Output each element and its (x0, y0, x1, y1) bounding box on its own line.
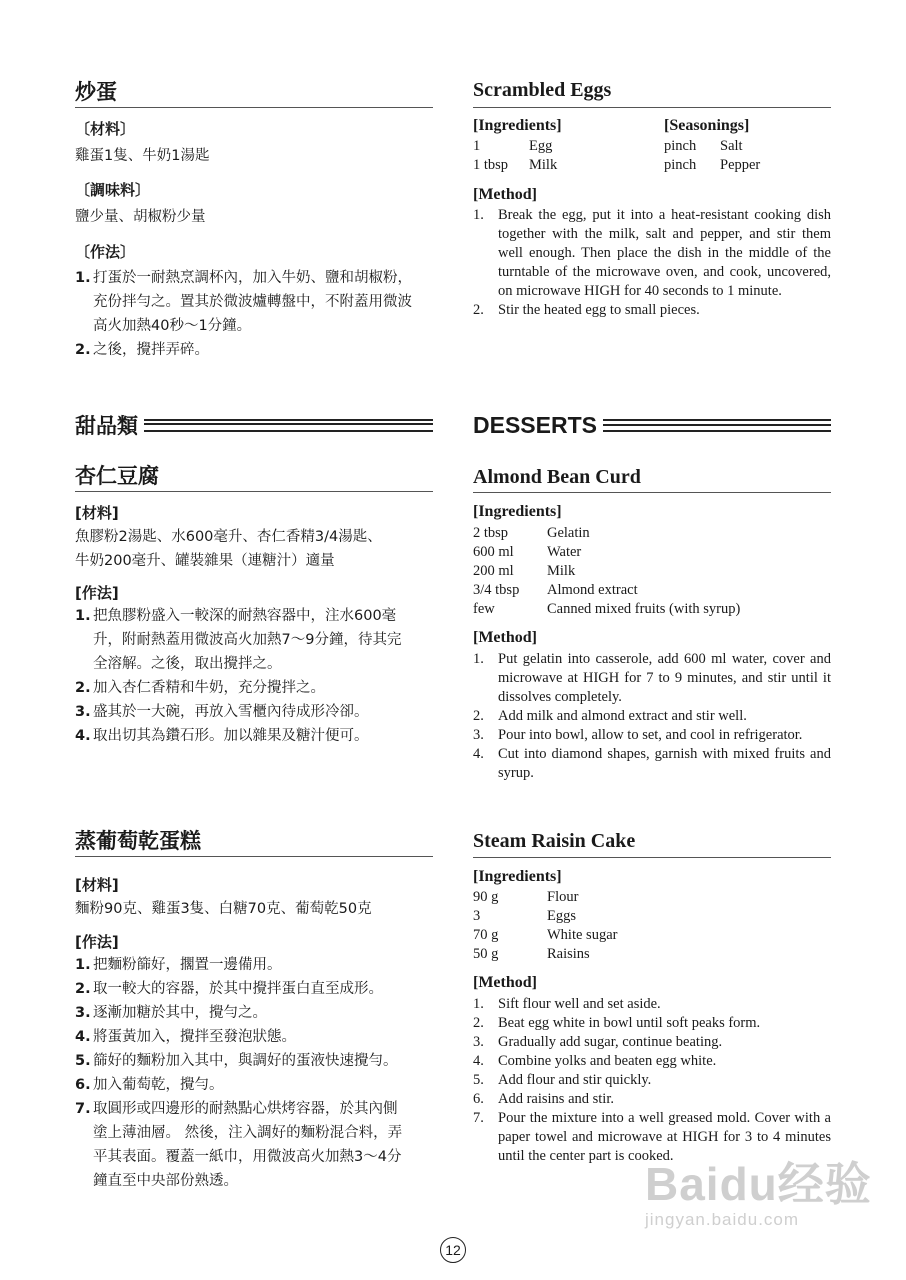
ingredient-row (473, 945, 617, 964)
method-label-en: [Method] (473, 186, 537, 203)
step-number: 4. (473, 746, 484, 762)
seasonings-label-en: [Seasonings] (664, 117, 750, 134)
step-number: 3. (473, 727, 484, 743)
step-number: 2. (473, 1015, 484, 1031)
step-number: 2. (473, 302, 484, 318)
ingredient-row (473, 524, 740, 543)
title-rule (473, 857, 831, 858)
step-number: 2. (75, 981, 91, 997)
ingredient-row (473, 562, 740, 581)
method-step (473, 301, 831, 320)
step-number: 5. (473, 1072, 484, 1088)
ingredient-row (473, 543, 740, 562)
ingredient-item: Water (547, 544, 582, 560)
ingredients-text-zh: 雞蛋1隻、牛奶1湯匙 (75, 148, 210, 164)
ingredient-qty: few (473, 601, 495, 617)
recipe-title-eggs-en: Scrambled Eggs (473, 79, 612, 101)
step-text: Stir the heated egg to small pieces. (498, 302, 700, 318)
title-rule (473, 492, 831, 493)
ingredient-row (473, 137, 557, 156)
ingredient-qty: 3 (473, 908, 481, 924)
step-number: 7. (75, 1101, 91, 1117)
step-text: Add flour and stir quickly. (498, 1072, 652, 1088)
step-line: 鐘直至中央部份熟透。 (93, 1173, 238, 1189)
ingredients-label-zh: 〔材料〕 (75, 120, 136, 138)
step-line: 加入葡萄乾，攪勻。 (93, 1077, 224, 1093)
step-text: Beat egg white in bowl until soft peaks form. (498, 1015, 761, 1031)
seasoning-item: Salt (720, 138, 743, 154)
seasoning-qty: pinch (664, 138, 697, 154)
watermark (645, 1148, 872, 1230)
recipe-title-cake-zh: 蒸葡萄乾蛋糕 (75, 829, 201, 853)
method-label-en: [Method] (473, 974, 537, 991)
step-number: 2. (75, 342, 91, 358)
step-line: 全溶解。之後，取出攪拌之。 (93, 656, 282, 672)
ingredients-label-en: [Ingredients] (473, 868, 562, 885)
ingredient-item: Milk (547, 563, 576, 579)
step-number: 3. (473, 1034, 484, 1050)
step-text: Put gelatin into casserole, add 600 ml water, cover and microwave at HIGH for 7 to 9 minutes, and stir until it dissolves completely. (498, 651, 831, 705)
step-text: Pour the mixture into a well greased mold. Cover with a paper towel and microwave at HIGH for 3 to 4 minutes until the center part is cooked. (498, 1110, 831, 1164)
step-line: 逐漸加糖於其中，攪勻之。 (93, 1005, 267, 1021)
step-number: 4. (75, 1029, 91, 1045)
ingredient-item: Egg (529, 138, 553, 154)
ingredient-row (473, 926, 617, 945)
recipe-title-cake-en: Steam Raisin Cake (473, 830, 636, 852)
step-text: Combine yolks and beaten egg white. (498, 1053, 717, 1069)
method-label-zh: [作法] (75, 584, 119, 602)
step-line: 平其表面。覆蓋一紙巾，用微波高火加熱3～4分 (93, 1149, 402, 1165)
step-number: 3. (75, 704, 91, 720)
step-line: 塗上薄油層。 然後，注入調好的麵粉混合料，弄 (93, 1125, 403, 1141)
ingredient-item: Milk (529, 157, 558, 173)
ingredient-qty: 1 (473, 138, 481, 154)
step-text: Add milk and almond extract and stir well. (498, 708, 747, 724)
ingredient-item: White sugar (547, 927, 618, 943)
step-number: 4. (75, 728, 91, 744)
seasoning-item: Pepper (720, 157, 761, 173)
step-number: 7. (473, 1110, 484, 1126)
step-line: 之後，攪拌弄碎。 (93, 342, 209, 358)
method-step (473, 1071, 831, 1090)
title-rule (473, 107, 831, 108)
ingredient-item: Canned mixed fruits (with syrup) (547, 601, 741, 617)
step-number: 4. (473, 1053, 484, 1069)
title-rule (75, 856, 433, 857)
ingredient-row (473, 907, 617, 926)
ingredients-list-en (473, 888, 617, 964)
ingredient-qty: 50 g (473, 946, 499, 962)
ingredient-qty: 70 g (473, 927, 499, 943)
ingredient-qty: 600 ml (473, 544, 514, 560)
watermark-url: jingyan.baidu.com (645, 1210, 800, 1229)
step-line: 取出切其為鑽石形。加以雜果及糖汁便可。 (93, 728, 369, 744)
step-line: 充份拌勻之。置其於微波爐轉盤中，不附蓋用微波 (93, 294, 412, 310)
seasoning-qty: pinch (664, 157, 697, 173)
ingredient-qty: 3/4 tbsp (473, 582, 520, 598)
method-step (473, 650, 831, 707)
recipe-title-almond-en: Almond Bean Curd (473, 466, 641, 488)
ingredients-list-en (473, 137, 557, 175)
ingredient-qty: 90 g (473, 889, 499, 905)
step-line: 篩好的麵粉加入其中，與調好的蛋液快速攪勻。 (93, 1053, 398, 1069)
ingredient-row (473, 156, 557, 175)
step-number: 1. (473, 207, 484, 223)
section-heading-desserts-zh (75, 410, 433, 440)
ingredients-line: 魚膠粉2湯匙、水600毫升、杏仁香精3/4湯匙、 (75, 529, 382, 545)
ingredients-text-zh: 麵粉90克、雞蛋3隻、白糖70克、葡萄乾50克 (75, 901, 372, 917)
method-label-zh: [作法] (75, 933, 119, 951)
ingredients-label-zh: [材料] (75, 504, 119, 522)
ingredient-qty: 1 tbsp (473, 157, 509, 173)
ingredient-item: Almond extract (547, 582, 638, 598)
step-line: 升，附耐熱蓋用微波高火加熱7～9分鐘，待其完 (93, 632, 402, 648)
method-step (473, 707, 831, 726)
step-text: Cut into diamond shapes, garnish with mixed fruits and syrup. (498, 746, 831, 781)
heading-triple-rule (144, 419, 433, 432)
method-step (473, 745, 831, 783)
section-heading-label: 甜品類 (75, 414, 138, 438)
section-heading-desserts-en (473, 412, 831, 439)
step-number: 1. (75, 608, 91, 624)
step-number: 1. (75, 957, 91, 973)
step-number: 1. (75, 270, 91, 286)
ingredient-row (473, 600, 740, 619)
step-text: Add raisins and stir. (498, 1091, 614, 1107)
step-line: 打蛋於一耐熱烹調杯內，加入牛奶、鹽和胡椒粉， (93, 270, 412, 286)
step-line: 取圓形或四邊形的耐熱點心烘烤容器，於其內側 (93, 1101, 398, 1117)
step-number: 6. (473, 1091, 484, 1107)
method-step (473, 1033, 831, 1052)
method-step (473, 206, 831, 301)
ingredients-label-en: [Ingredients] (473, 503, 562, 520)
ingredients-list-en (473, 524, 740, 619)
ingredients-line: 牛奶200毫升、罐裝雜果（連糖汁）適量 (75, 553, 335, 569)
method-label-zh: 〔作法〕 (75, 243, 136, 261)
seasonings-list-en (664, 137, 760, 175)
step-number: 2. (473, 708, 484, 724)
title-rule (75, 107, 433, 108)
watermark-brand: Baidu经验 (645, 1158, 872, 1210)
step-number: 3. (75, 1005, 91, 1021)
ingredient-item: Gelatin (547, 525, 590, 541)
step-line: 盛其於一大碗，再放入雪櫃內待成形冷卻。 (93, 704, 369, 720)
step-number: 1. (473, 996, 484, 1012)
method-step (473, 995, 831, 1014)
ingredients-label-zh: [材料] (75, 876, 119, 894)
section-heading-label: DESSERTS (473, 412, 597, 438)
ingredient-item: Raisins (547, 946, 590, 962)
method-step (473, 726, 831, 745)
title-rule (75, 491, 433, 492)
seasoning-row (664, 137, 760, 156)
ingredient-item: Eggs (547, 908, 576, 924)
ingredients-label-en: [Ingredients] (473, 117, 562, 134)
method-steps (75, 604, 401, 748)
step-line: 把麵粉篩好，擱置一邊備用。 (93, 957, 282, 973)
heading-triple-rule (603, 419, 831, 432)
step-line: 高火加熱40秒～1分鐘。 (93, 318, 252, 334)
step-number: 1. (473, 651, 484, 667)
ingredient-qty: 2 tbsp (473, 525, 509, 541)
ingredient-qty: 200 ml (473, 563, 514, 579)
seasonings-label-zh: 〔調味料〕 (75, 181, 151, 199)
step-number: 2. (75, 680, 91, 696)
step-text: Break the egg, put it into a heat-resistant cooking dish together with the milk, salt and pepper, and stir them well enough. Then place the dish in the middle of the turntable of the microwave oven, and cook, uncovered, on microwave HIGH for 40 seconds to 1 minute. (498, 207, 831, 299)
method-step (473, 1052, 831, 1071)
step-line: 取一較大的容器，於其中攪拌蛋白直至成形。 (93, 981, 383, 997)
step-line: 將蛋黃加入，攪拌至發泡狀態。 (93, 1029, 296, 1045)
page-number: 12 (440, 1237, 466, 1263)
step-line: 把魚膠粉盛入一較深的耐熱容器中，注水600毫 (93, 608, 397, 624)
method-steps (75, 953, 402, 1193)
seasonings-text-zh: 鹽少量、胡椒粉少量 (75, 209, 206, 225)
ingredient-row (473, 888, 617, 907)
method-step (473, 1090, 831, 1109)
recipe-title-eggs-zh: 炒蛋 (75, 80, 117, 104)
ingredient-row (473, 581, 740, 600)
step-line: 加入杏仁香精和牛奶，充分攪拌之。 (93, 680, 325, 696)
seasoning-row (664, 156, 760, 175)
ingredient-item: Flour (547, 889, 579, 905)
recipe-title-almond-zh: 杏仁豆腐 (75, 464, 159, 488)
ingredients-text-zh (75, 525, 382, 573)
step-number: 5. (75, 1053, 91, 1069)
step-text: Pour into bowl, allow to set, and cool in refrigerator. (498, 727, 803, 743)
method-step (473, 1014, 831, 1033)
step-number: 6. (75, 1077, 91, 1093)
method-step (75, 266, 412, 362)
step-text: Sift flour well and set aside. (498, 996, 661, 1012)
method-label-en: [Method] (473, 629, 537, 646)
step-text: Gradually add sugar, continue beating. (498, 1034, 723, 1050)
